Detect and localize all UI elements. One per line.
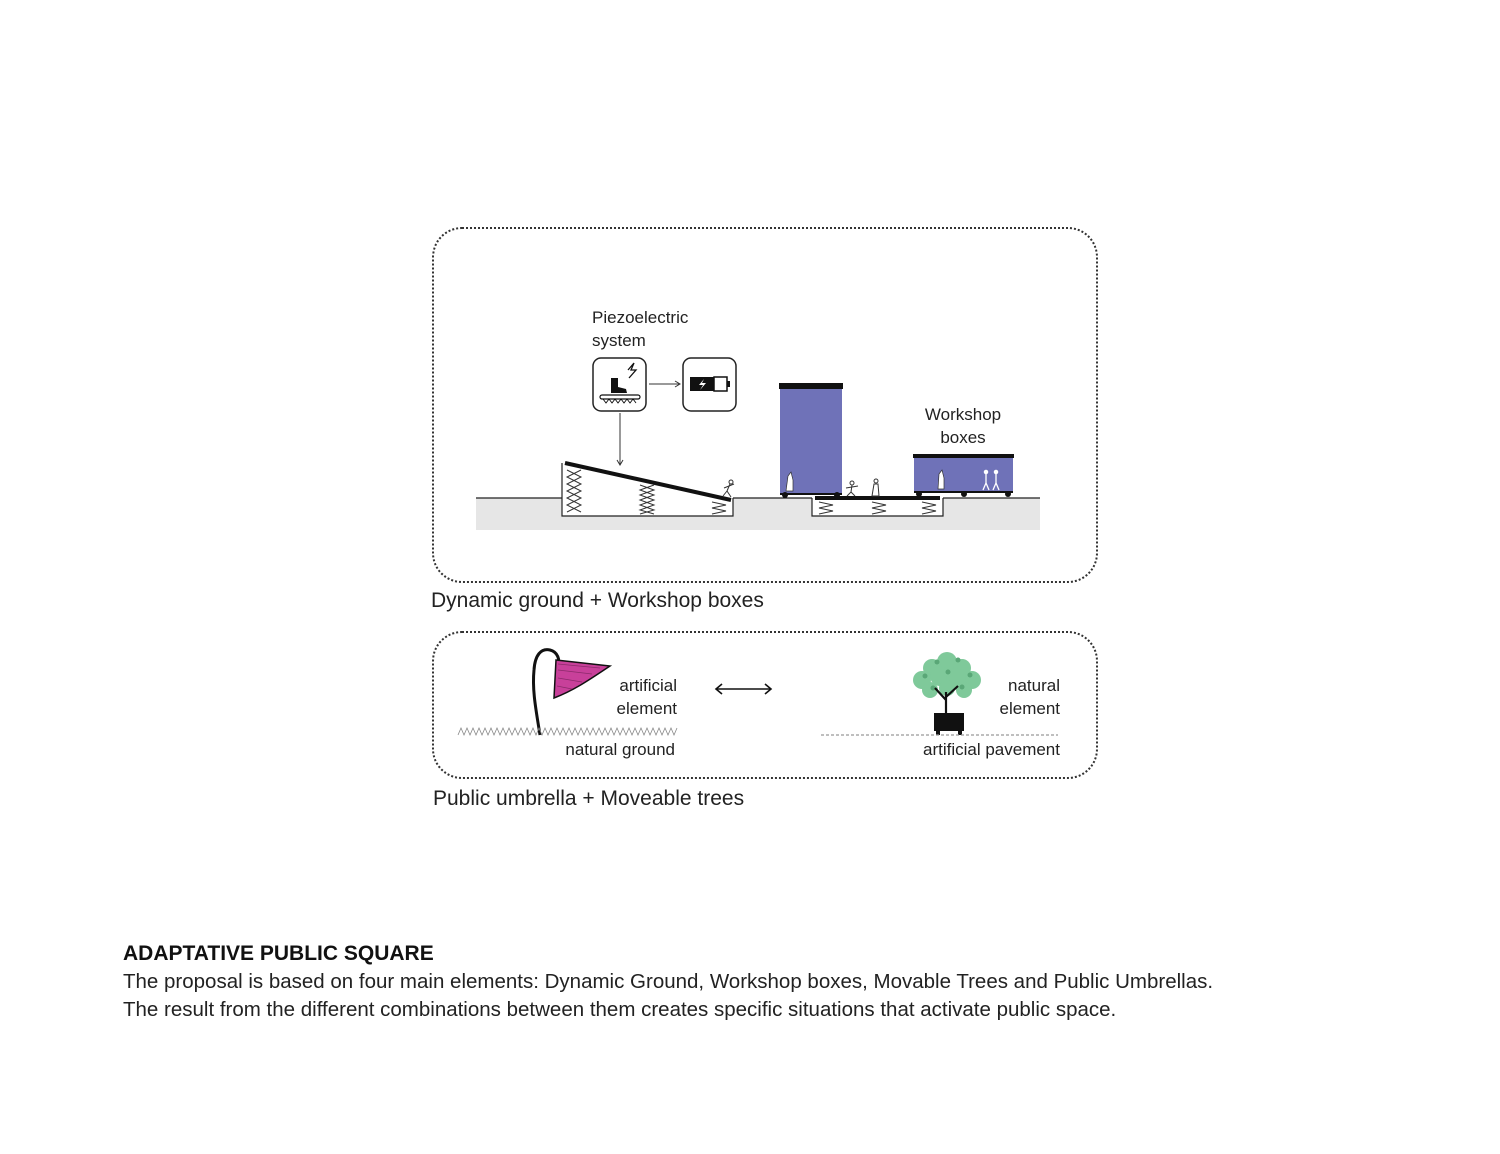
workshop-box-tall: [779, 383, 843, 498]
lift-platform: [812, 498, 943, 516]
piezo-label-line2: system: [592, 331, 646, 350]
artificial-pavement-label: artificial pavement: [922, 740, 1060, 759]
bottom-panel-caption: Public umbrella + Moveable trees: [433, 787, 745, 810]
footstep-piezo-icon: [593, 358, 646, 411]
description-line-2: The result from the different combinations between them creates specific situations that activate public space.: [123, 998, 1117, 1021]
description-title: ADAPTATIVE PUBLIC SQUARE: [123, 942, 434, 965]
people-figures: [846, 479, 879, 496]
description-block: [123, 940, 1423, 1024]
piezo-label-line1: Piezoelectric: [592, 308, 689, 327]
double-arrow-icon: [716, 684, 771, 694]
grass-line: [458, 728, 677, 735]
workshop-label: [912, 403, 1014, 449]
artificial-label-line2: element: [616, 699, 677, 718]
artificial-label-line1: artificial: [619, 676, 677, 695]
piezo-label: [592, 306, 688, 352]
battery-icon: [683, 358, 736, 411]
natural-label-line2: element: [999, 699, 1060, 718]
workshop-label-line2: boxes: [940, 428, 986, 447]
dynamic-ramp: [562, 463, 733, 516]
ground-section: [476, 498, 1040, 530]
top-panel-caption: Dynamic ground + Workshop boxes: [431, 589, 764, 612]
workshop-label-line1: Workshop: [924, 405, 1002, 424]
natural-label-line1: natural: [1008, 676, 1060, 695]
artificial-element-label: [577, 674, 677, 720]
workshop-box-low: [913, 454, 1014, 497]
natural-element-label: [960, 674, 1060, 720]
natural-ground-label: natural ground: [565, 740, 675, 759]
description-line-1: The proposal is based on four main elements: Dynamic Ground, Workshop boxes, Movable Trees and Public Umbrellas.: [123, 970, 1214, 993]
